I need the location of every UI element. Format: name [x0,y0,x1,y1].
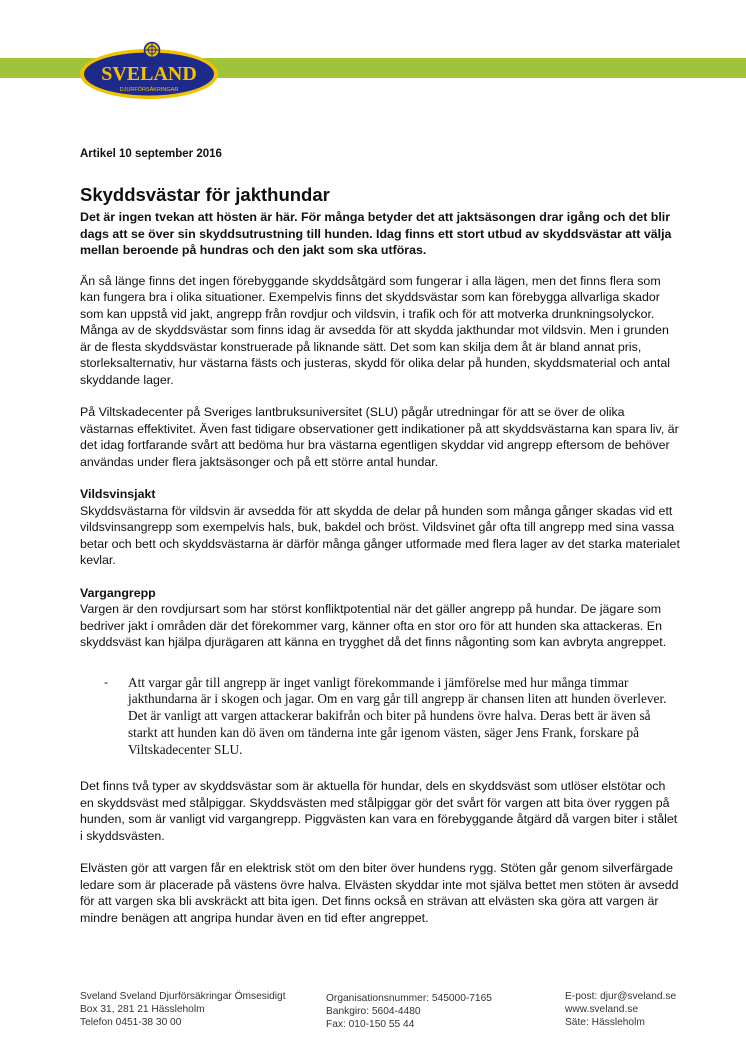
quote-dash: - [104,674,109,689]
section-heading-vargangrepp: Vargangrepp [80,585,156,600]
footer-registration-info [326,992,492,1031]
article-lead: Det är ingen tvekan att hösten är här. För många betyder det att jaktsäsongen drar igång och det blir dags att se över sin skyddsutrustning till hunden. Idag finns ett stort utbud av skyddsvästar att välja mellan beroende på hundras och den jakt som ska utföras. [80,210,672,257]
closing-paragraph-1: Det finns två typer av skyddsvästar som är aktuella för hundar, dels en skyddsväst som utlöser elstötar och en skyddsväst med stålpiggar. Skyddsvästen med stålpiggar gör det svårt för vargen att bita över ryggen på hunden, som är vanligt vid vargangrepp. Piggvästen kan vara en förebyggande åtgärd då vargen biter i stålet i skyddsvästen. [80,779,678,843]
body-paragraph-1: Än så länge finns det ingen förebyggande skyddsåtgärd som fungerar i alla lägen, men det finns flera som kan fungera bra i olika situationer. Exempelvis finns det skyddsvästar som kan förebygga allvarliga skador som kan uppstå vid jakt, angrepp från rovdjur och vildsvin, i trafik och för att motverka drunkningsolyckor. Många av de skyddsvästar som finns idag är avsedda för att skydda jakthundar mot vildsvin. Men i grunden är de flesta skyddsvästar konstruerade på liknande sätt. Det som kan skilja dem åt är bland annat pris, storleksalternativ, hur västarna fästs och justeras, skydd för olika delar på hunden, skyddsmaterial och antal skyddande lager. [80,273,671,387]
footer-address: Box 31, 281 21 Hässleholm [80,1004,205,1015]
footer-phone: Telefon 0451-38 30 00 [80,1017,182,1028]
sveland-logo [78,36,220,100]
closing-paragraph-2: Elvästen gör att vargen får en elektrisk stöt om den biter över hundens rygg. Stöten går genom silverfärgade ledare som är placerade på västens övre halva. Elvästen skyddar inte mot själva bettet men stöten är avsedd för att vargen ska bli avskräckt att bita igen. Det finns också en strävan att elvästen ska göra att vargen är mindre benägen att angripa hundar även en tid efter angreppet. [80,861,679,925]
svg-text:DJURFÖRSÄKRINGAR: DJURFÖRSÄKRINGAR [119,87,179,93]
article-title: Skyddsvästar för jakthundar [80,184,330,205]
footer-company-name: Sveland Sveland Djurförsäkringar Ömsesidigt [80,991,286,1002]
section-heading-vildsvinsjakt: Vildsvinsjakt [80,487,156,501]
footer-org-number: Organisationsnummer: 545000-7165 [326,993,492,1004]
body-paragraph-2: På Viltskadecenter på Sveriges lantbruksuniversitet (SLU) pågår utredningar för att se över de olika västarnas effektivitet. Även fast tidigare observationer gett indikationer på att skyddsvästarna kan spara liv, är det idag fortfarande svårt att bedöma hur bra västarna egentligen skyddar vid angrepp eftersom de behöver användas under flera jaktsäsonger och på ett större antal hundar. [80,405,679,469]
footer-contact-info [565,990,676,1029]
article-date: Artikel 10 september 2016 [80,148,222,160]
footer-email: E-post: djur@sveland.se [565,991,677,1002]
footer-company-info [80,990,286,1029]
svg-text:SVELAND: SVELAND [101,63,197,85]
footer-fax: Fax: 010-150 55 44 [326,1019,415,1030]
section-text-vildsvinsjakt: Skyddsvästarna för vildsvin är avsedda för att skydda de delar på hunden som många gånger skadas vid ett vildsvinsangrepp som exempelvis hals, buk, bakdel och bröst. Vildsvinet går ofta till angrepp med sina vassa betar och bett och skyddsvästarna är därför många gånger utformade med flera lager av det starka materialet kevlar. [80,503,680,567]
article [80,148,680,942]
footer-seat: Säte: Hässleholm [565,1017,645,1028]
quote-block [80,675,680,759]
section-text-vargangrepp: Vargen är den rovdjursart som har störst konfliktpotential när det gäller angrepp på hundar. De jägare som bedriver jakt i områden där det förekommer varg, känner ofta en stor oro för att hunden ska attackeras. En skyddsväst kan hjälpa djurägaren att känna en trygghet då det finns någonting som kan avbryta angreppet. [80,602,667,649]
footer-website: www.sveland.se [565,1004,639,1015]
footer-bankgiro: Bankgiro: 5604-4480 [326,1006,421,1017]
quote-text: Att vargar går till angrepp är inget vanligt förekommande i jämförelse med hur många timmar jakthundarna är i skogen och jagar. Om en varg går till angrepp är chansen liten att hunden överlever. Det är vanligt att vargen attackerar bakifrån och biter på hundens övre halva. Deras bett är även så starkt att hunden kan dö även om tänderna inte går igenom västen, säger Jens Frank, forskare på Viltskadecenter SLU. [128,674,667,757]
